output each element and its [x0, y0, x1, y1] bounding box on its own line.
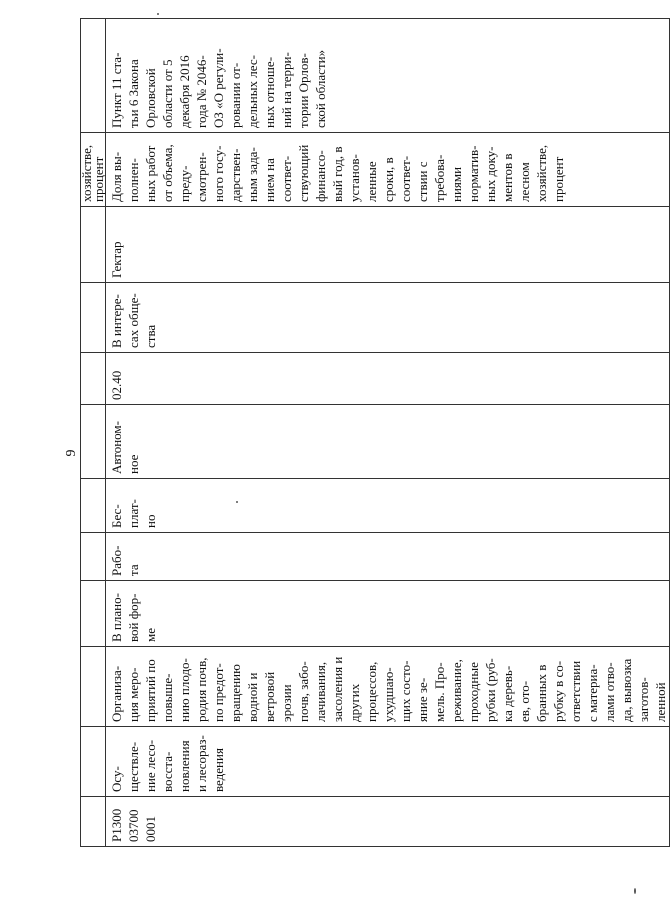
table-cell	[81, 283, 106, 353]
cell-okved-code: 02.40	[106, 353, 670, 405]
table-continuation-row	[81, 19, 106, 847]
cell-consumers: В интере- сах обще- ства	[106, 283, 670, 353]
cell-registry-number: Р1300 03700 0001	[106, 797, 670, 847]
table-cell	[81, 19, 106, 133]
table-cell	[81, 647, 106, 727]
table-cell	[81, 479, 106, 533]
table-cell	[81, 581, 106, 647]
table-cell	[81, 353, 106, 405]
cell-work-content: Организа- ция меро- приятий по повыше- нию плодо- родия почв, по предот- вращению водной и ветровой эрозии почв, забо- лачивания, засоления и других процессов, ухудшаю- щих состо- яние зе- мель. Про- реживание, проходные рубки (руб- ка деревь- ев, ото- бранных в рубку в со- ответствии с материа- лами отво- да, вывозка заготов- ленной	[106, 647, 670, 727]
table-cell-indicator-tail: хозяйстве, процент	[81, 133, 106, 207]
cell-service-name: Осу- ществле- ние лесо- восста- новления и лесораз- ведения	[106, 727, 670, 797]
table-cell	[81, 797, 106, 847]
cell-institution-type: Автоном- ное	[106, 405, 670, 479]
page-number: 9	[64, 449, 79, 457]
scan-speck	[236, 501, 238, 503]
table-cell	[81, 207, 106, 283]
table-cell	[81, 533, 106, 581]
scan-speck	[634, 888, 636, 894]
table-cell	[81, 727, 106, 797]
table-cell	[81, 405, 106, 479]
cell-form: В плано- вой фор- ме	[106, 581, 670, 647]
service-table	[80, 18, 670, 847]
cell-quality-indicator: Доля вы- полнен- ных работ от объема, преду- смотрен- ного госу- дарствен- ным зада- нием на соответ- ствующий финансо- вый год, в установ- ленные сроки, в соответ- ствии с требова- ниями норматив- ных доку- ментов в лесном хозяйстве, процент	[106, 133, 670, 207]
scan-speck	[157, 13, 159, 15]
cell-payment: Бес- плат- но	[106, 479, 670, 533]
table-row	[106, 19, 670, 847]
cell-unit: Гектар	[106, 207, 670, 283]
cell-type: Рабо- та	[106, 533, 670, 581]
cell-legal-basis: Пункт 11 ста- тьи 6 Закона Орловской области от 5 декабря 2016 года № 2046- ОЗ «О регули- ровании от- дельных лес- ных отноше- ний на терри- тории Орлов- ской области»	[106, 19, 670, 133]
